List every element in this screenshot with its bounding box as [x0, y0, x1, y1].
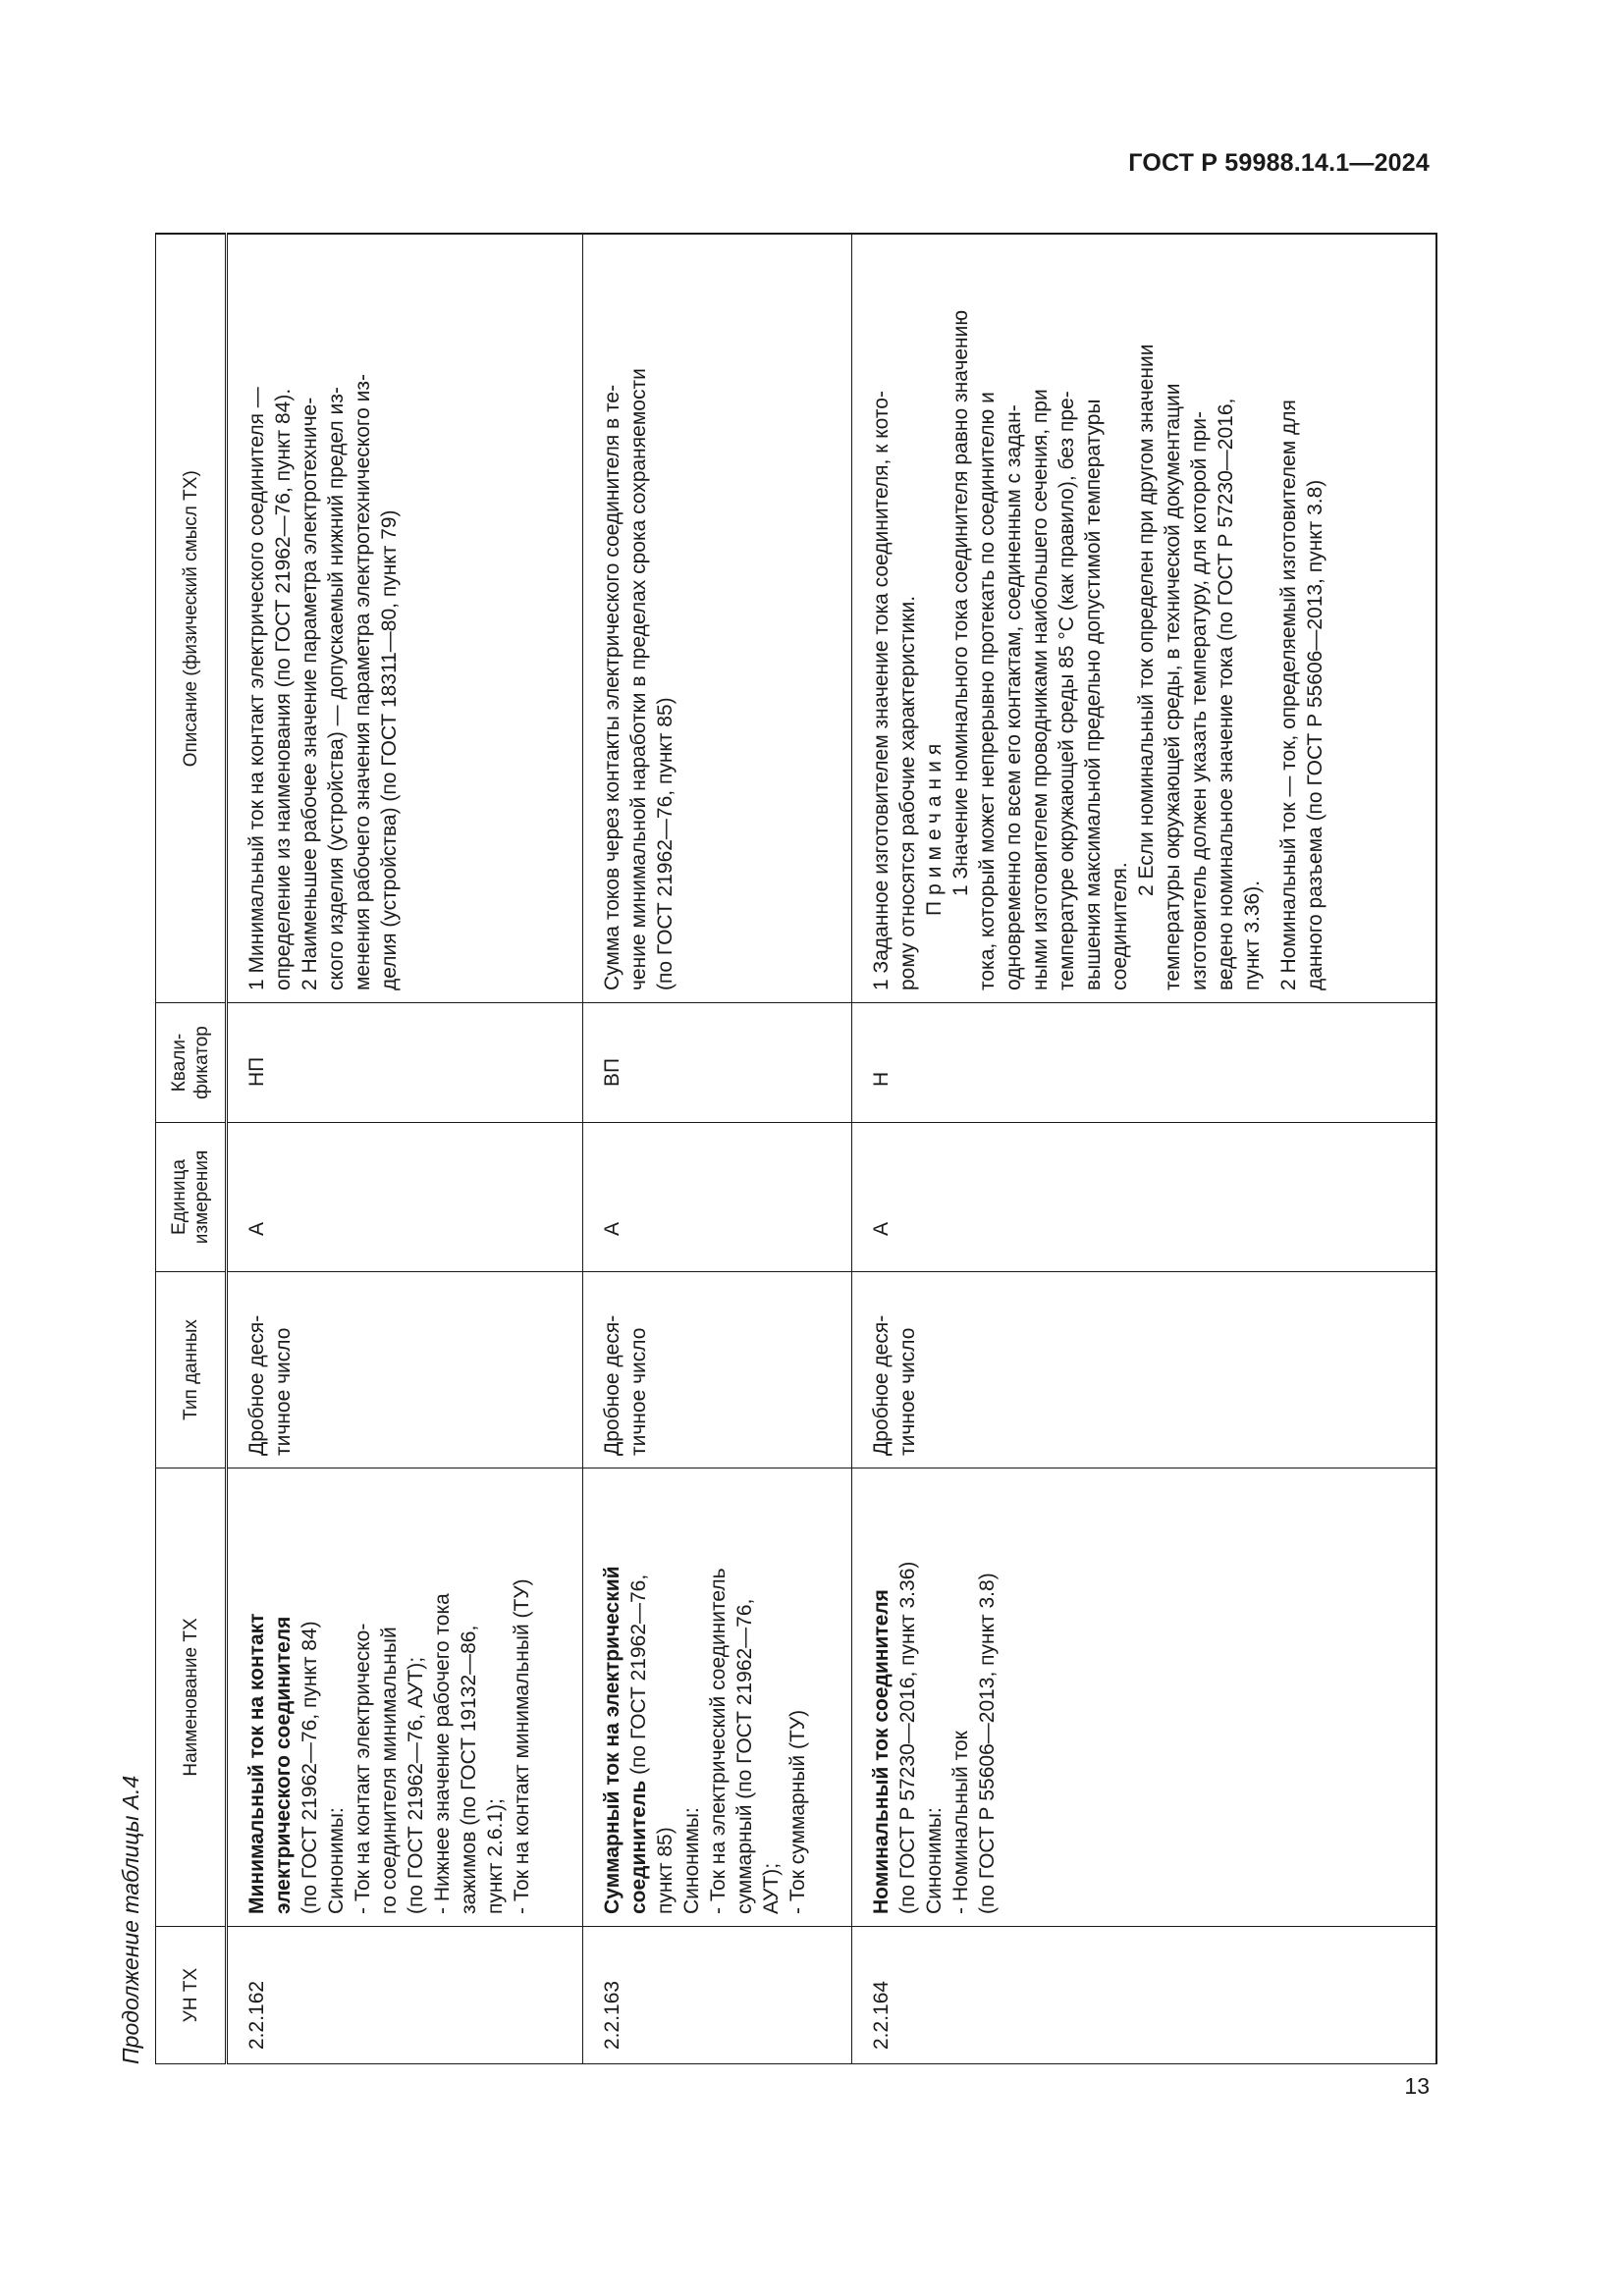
type-line: Дробное деся-	[870, 1314, 893, 1456]
note-line: ными изготовителем проводниками наибольшего сечения, при	[1029, 389, 1052, 990]
note-line: пункт 3.36).	[1241, 880, 1264, 990]
cell-description	[852, 235, 1437, 1003]
note-line: температуре окружающей среды 85 °С (как правило), без пре-	[1056, 391, 1078, 990]
name-line: (по ГОСТ Р 57230—2016, пункт 3.36)	[896, 1561, 919, 1914]
column-header-description: Описание (физический смысл ТХ)	[156, 235, 227, 1003]
table-continuation-caption: Продолжение таблицы А.4	[118, 1775, 143, 2064]
rotated-table-section	[106, 76, 1382, 2064]
page-number: 13	[1404, 2073, 1430, 2099]
name-line: Синонимы:	[680, 1807, 703, 1914]
cell-name	[583, 1468, 852, 1927]
column-header-type: Тип данных	[156, 1272, 227, 1468]
cell-type	[227, 1272, 583, 1468]
column-header-unit	[156, 1123, 227, 1272]
description-line: данного разъема (по ГОСТ Р 55606—2013, пункт 3.8)	[1304, 479, 1326, 990]
note-line: 2 Если номинальный ток определен при другом значении	[1135, 344, 1158, 896]
name-line: пункт 85)	[654, 1827, 677, 1914]
cell-unit: А	[852, 1123, 1437, 1272]
name-line: го соединителя минимальный	[378, 1627, 401, 1914]
name-line: - Ток на контакт минимальный (ТУ)	[511, 1578, 533, 1914]
cell-code: 2.2.163	[583, 1927, 852, 2064]
description-line: 2 Наименьшее рабочее значение параметра электротехниче-	[298, 397, 321, 990]
note-line: соединителя.	[1109, 862, 1131, 990]
description-line: чение минимальной наработки в пределах срока сохраняемости	[627, 368, 650, 990]
table-row	[852, 235, 1437, 2064]
cell-qualifier: ВП	[583, 1003, 852, 1123]
description-line: (по ГОСТ 21962—76, пункт 85)	[654, 697, 677, 990]
name-title-bold: соединитель	[627, 1780, 650, 1914]
column-header-unit-line: измерения	[191, 1149, 212, 1245]
name-line: - Нижнее значение рабочего тока	[431, 1593, 454, 1914]
column-header-qualifier-line: фикатор	[191, 1026, 212, 1099]
cell-name	[227, 1468, 583, 1927]
description-line: делия (устройства) (по ГОСТ 18311—80, пункт 79)	[378, 509, 401, 990]
note-title: Примечания	[923, 737, 946, 916]
name-line: зажимов (по ГОСТ 19132—86,	[458, 1625, 480, 1914]
document-code: ГОСТ Р 59988.14.1—2024	[1128, 149, 1430, 177]
name-line: (по ГОСТ 21962—76, пункт 84)	[298, 1621, 321, 1914]
description-line: менения рабочего значения параметра электротехнического из-	[352, 374, 374, 990]
column-header-qualifier	[156, 1003, 227, 1123]
name-title-line-2	[625, 1480, 652, 1914]
cell-code: 2.2.162	[227, 1927, 583, 2064]
table-header-row	[156, 235, 227, 2064]
name-title-tail: (по ГОСТ 21962—76,	[627, 1574, 650, 1781]
description-line: 1 Минимальный ток на контакт электрического соединителя —	[245, 387, 268, 990]
name-line: - Номинальный ток	[949, 1731, 972, 1914]
description-line: ского изделия (устройства) — допускаемый нижний предел из-	[325, 387, 348, 990]
note-line: вышения максимальной предельно допустимой температуры	[1082, 399, 1105, 990]
name-line: - Ток на контакт электрическо-	[352, 1623, 374, 1914]
name-line: пункт 2.6.1);	[484, 1798, 507, 1914]
table-row	[227, 235, 583, 2064]
description-line: 1 Заданное изготовителем значение тока соединителя, к кото-	[870, 391, 893, 990]
note-line: температуры окружающей среды, в технической документации	[1162, 383, 1184, 990]
note-line: изготовитель должен указать температуру, для которой при-	[1188, 410, 1211, 990]
description-line: 2 Номинальный ток — ток, определяемый изготовителем для	[1277, 400, 1300, 990]
characteristics-table	[155, 234, 1437, 2065]
cell-description	[227, 235, 583, 1003]
name-line: Синонимы:	[325, 1807, 348, 1914]
cell-unit: А	[227, 1123, 583, 1272]
name-line: (по ГОСТ 21962—76, АУТ);	[405, 1656, 427, 1914]
type-line: Дробное деся-	[601, 1314, 623, 1456]
note-line: одновременно по всем его контактам, соединенным с задан-	[1002, 404, 1025, 990]
name-title-line: Минимальный ток на контакт	[245, 1613, 268, 1914]
column-header-name: Наименование ТХ	[156, 1468, 227, 1927]
column-header-code: УН ТХ	[156, 1927, 227, 2064]
type-line: тичное число	[272, 1327, 295, 1456]
cell-qualifier: Н	[852, 1003, 1437, 1123]
type-line: тичное число	[896, 1327, 919, 1456]
cell-type	[583, 1272, 852, 1468]
note-line: ведено номинальное значение тока (по ГОСТ Р 57230—2016,	[1215, 398, 1237, 990]
note-line: тока, который может непрерывно протекать по соединителю и	[976, 392, 999, 990]
cell-qualifier: НП	[227, 1003, 583, 1123]
type-line: Дробное деся-	[245, 1314, 268, 1456]
cell-unit: А	[583, 1123, 852, 1272]
description-line: определение из наименования (по ГОСТ 21962—76, пункт 84).	[272, 388, 295, 990]
description-line: рому относятся рабочие характеристики.	[896, 595, 919, 990]
name-line: Синонимы:	[923, 1807, 946, 1914]
name-title-line: Номинальный ток соединителя	[870, 1589, 893, 1914]
column-header-qualifier-line: Квали-	[169, 1033, 189, 1093]
column-header-unit-line: Единица	[169, 1159, 189, 1235]
name-title-line: Суммарный ток на электрический	[601, 1566, 623, 1914]
name-line: - Ток на электрический соединитель	[707, 1568, 730, 1914]
cell-name	[852, 1468, 1437, 1927]
name-line: - Ток суммарный (ТУ)	[786, 1709, 809, 1914]
cell-description	[583, 235, 852, 1003]
type-line: тичное число	[627, 1327, 650, 1456]
table-row	[583, 235, 852, 2064]
name-title-line: электрического соединителя	[272, 1616, 295, 1914]
name-line: (по ГОСТ Р 55606—2013, пункт 3.8)	[976, 1573, 999, 1914]
description-line: Сумма токов через контакты электрического соединителя в те-	[601, 384, 623, 990]
cell-type	[852, 1272, 1437, 1468]
name-line: суммарный (по ГОСТ 21962—76,	[733, 1598, 756, 1914]
name-line: АУТ);	[760, 1862, 783, 1914]
note-line: 1 Значение номинального тока соединителя равно значению	[949, 309, 972, 896]
cell-code: 2.2.164	[852, 1927, 1437, 2064]
